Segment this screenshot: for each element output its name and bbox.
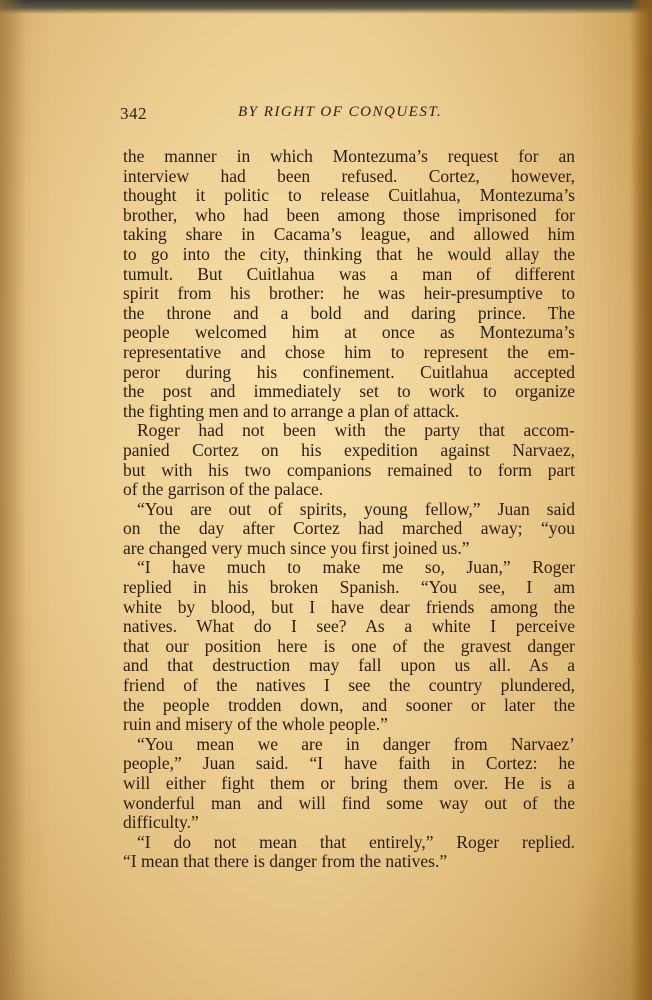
text-line: “I do not mean that entirely,” Roger replied. xyxy=(137,831,575,852)
text-line: interview had been refused. Cortez, however, xyxy=(123,165,575,186)
text-line: will either fight them or bring them over. He is a xyxy=(123,773,575,793)
text-line: natives. What do I see? As a white I perceive xyxy=(123,616,575,637)
text-line: and that destruction may fall upon us all. As a xyxy=(123,655,575,676)
text-line: “I have much to make me so, Juan,” Roger xyxy=(137,557,575,578)
text-line: ruin and misery of the whole people.” xyxy=(123,714,388,735)
text-line: to go into the city, thinking that he would allay the xyxy=(123,243,575,264)
page-right-edge xyxy=(630,0,652,1000)
text-line: “I mean that there is danger from the natives.” xyxy=(123,851,448,872)
text-line: the manner in which Montezuma’s request for an xyxy=(123,146,575,166)
text-line: the throne and a bold and daring prince. The xyxy=(123,302,575,323)
page-number: 342 xyxy=(120,104,147,123)
text-line: white by blood, but I have dear friends among the xyxy=(123,596,575,617)
text-line: peror during his confinement. Cuitlahua accepted xyxy=(123,361,575,382)
text-line: that our position here is one of the gravest danger xyxy=(123,635,575,656)
text-line: people welcomed him at once as Montezuma’s xyxy=(123,322,575,343)
page-left-gutter xyxy=(0,0,26,1000)
text-line: people,” Juan said. “I have faith in Cortez: he xyxy=(123,753,575,774)
text-line: “You mean we are in danger from Narvaez’ xyxy=(137,733,575,754)
text-line: “You are out of spirits, young fellow,” Juan said xyxy=(137,498,575,519)
text-line: difficulty.” xyxy=(123,812,199,833)
text-line: the people trodden down, and sooner or later the xyxy=(123,694,575,715)
text-line: brother, who had been among those imprisoned for xyxy=(123,204,575,225)
page-top-shadow xyxy=(0,0,652,14)
text-line: are changed very much since you first joined us.” xyxy=(123,537,470,558)
text-line: friend of the natives I see the country plundered, xyxy=(123,675,575,696)
text-line: of the garrison of the palace. xyxy=(123,479,324,500)
text-line: the post and immediately set to work to organize xyxy=(123,381,575,402)
text-line: replied in his broken Spanish. “You see, I am xyxy=(123,577,575,598)
running-title: BY RIGHT OF CONQUEST. xyxy=(238,104,443,120)
text-line: representative and chose him to represent the em- xyxy=(123,341,575,362)
text-line: panied Cortez on his expedition against Narvaez, xyxy=(123,439,575,460)
text-line: tumult. But Cuitlahua was a man of different xyxy=(123,263,575,284)
text-line: thought it politic to release Cuitlahua, Montezuma’s xyxy=(123,185,575,206)
text-line: Roger had not been with the party that accom- xyxy=(137,420,575,441)
text-line: but with his two companions remained to form part xyxy=(123,459,575,480)
page-header xyxy=(120,104,580,128)
text-line: on the day after Cortez had marched away; “you xyxy=(123,518,575,539)
text-line: spirit from his brother: he was heir-presumptive to xyxy=(123,283,575,304)
text-line: the fighting men and to arrange a plan of attack. xyxy=(123,400,460,421)
text-line: wonderful man and will find some way out of the xyxy=(123,792,575,813)
text-line: taking share in Cacama’s league, and allowed him xyxy=(123,224,575,245)
body-text xyxy=(123,147,575,872)
